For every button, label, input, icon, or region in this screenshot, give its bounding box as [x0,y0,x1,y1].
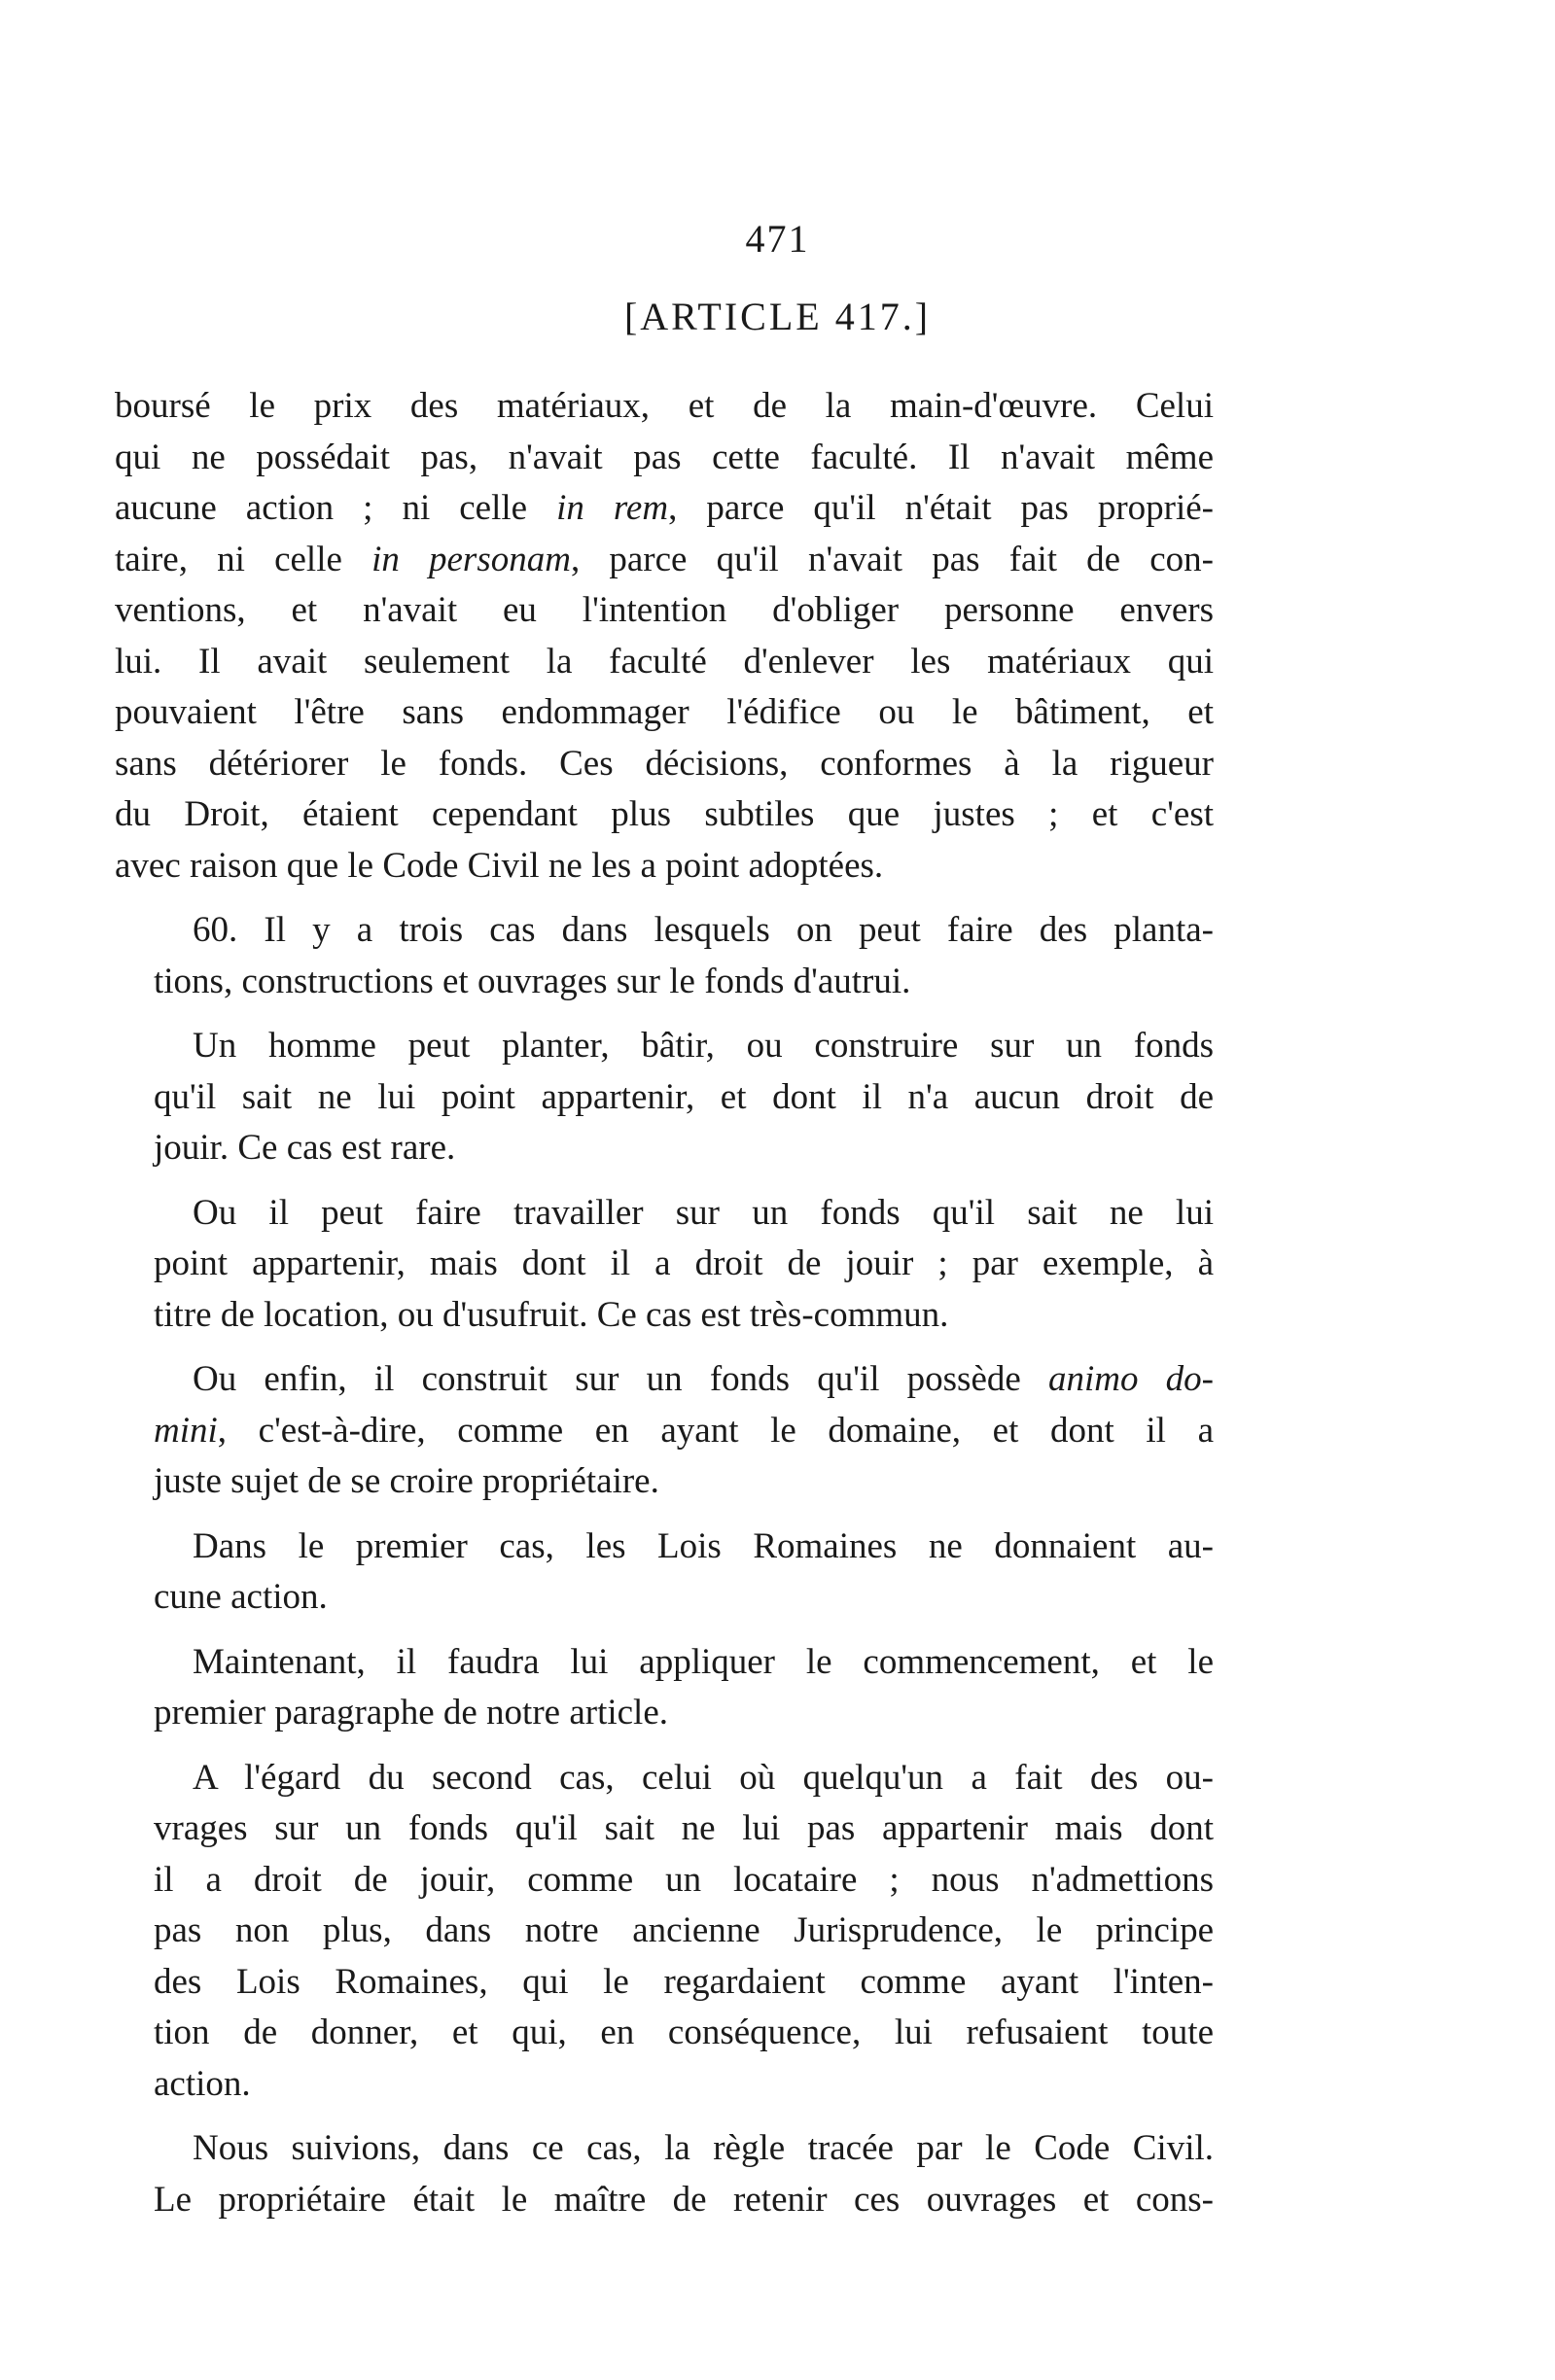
body-text [115,381,1214,2239]
text-line: du Droit, étaient cependant plus subtiles que justes ; et c'est [115,794,1214,834]
text-line: il a droit de jouir, comme un locataire ; nous n'admettions [154,1859,1214,1900]
paragraph [115,2123,1214,2225]
text-line: Nous suivions, dans ce cas, la règle tracée par le Code Civil. [193,2128,1214,2168]
paragraph [115,1354,1214,1508]
paragraph [115,1753,1214,2111]
text-line [115,1406,1214,1457]
text-line: qu'il sait ne lui point appartenir, et dont il n'a aucun droit de [154,1076,1214,1117]
page-number: 471 [745,217,810,261]
paragraph [115,1522,1214,1624]
text-line: tion de donner, et qui, en conséquence, lui refusaient toute [154,2012,1214,2052]
running-head: [ARTICLE 417.] [623,295,932,338]
text-line [115,483,1214,535]
text-segment: aucune action ; ni celle [115,488,557,528]
text-line: sans détériorer le fonds. Ces décisions, conformes à la rigueur [115,743,1214,784]
text-line: pouvaient l'être sans endommager l'édifice ou le bâtiment, et [115,692,1214,732]
italic-term: in rem [556,488,669,528]
text-line: titre de location, ou d'usufruit. Ce cas est très-commun. [154,1294,949,1335]
text-line: A l'égard du second cas, celui où quelqu'un a fait des ou- [193,1757,1214,1798]
text-line: des Lois Romaines, qui le regardaient comme ayant l'inten- [154,1961,1214,2002]
paragraph [115,1637,1214,1739]
text-line: point appartenir, mais dont il a droit de jouir ; par exemple, à [154,1243,1214,1283]
text-segment: , parce qu'il n'avait pas fait de con- [570,539,1214,579]
text-line: 60. Il y a trois cas dans lesquels on peut faire des planta- [193,910,1214,950]
text-segment: , parce qu'il n'était pas proprié- [668,488,1215,528]
text-segment: Ou enfin, il construit sur un fonds qu'il possède [193,1359,1048,1399]
paragraph [115,1021,1214,1174]
italic-term: animo do- [1047,1359,1214,1399]
text-line: tions, constructions et ouvrages sur le fonds d'autrui. [154,961,911,1001]
text-line [115,1354,1214,1406]
text-line: ventions, et n'avait eu l'intention d'obliger personne envers [115,590,1214,630]
italic-term: mini [154,1410,218,1451]
text-line: boursé le prix des matériaux, et de la main-d'œuvre. Celui [115,386,1214,426]
italic-term: in personam [371,539,571,579]
text-line: Dans le premier cas, les Lois Romaines ne donnaient au- [193,1525,1214,1566]
text-line: premier paragraphe de notre article. [154,1693,669,1732]
text-line: qui ne possédait pas, n'avait pas cette faculté. Il n'avait même [115,437,1214,477]
text-line: Le propriétaire était le maître de retenir ces ouvrages et cons- [154,2179,1214,2220]
text-line: Maintenant, il faudra lui appliquer le commencement, et le [193,1641,1214,1682]
paragraph-60 [115,905,1214,1007]
text-line: cune action. [154,1577,328,1617]
text-line: action. [154,2063,251,2104]
text-line [115,535,1214,586]
text-line: lui. Il avait seulement la faculté d'enlever les matériaux qui [115,641,1214,682]
text-line: avec raison que le Code Civil ne les a point adoptées. [115,845,884,886]
text-line: juste sujet de se croire propriétaire. [154,1461,659,1501]
text-line: jouir. Ce cas est rare. [154,1128,456,1168]
text-line: Ou il peut faire travailler sur un fonds qu'il sait ne lui [193,1192,1214,1233]
paragraph-continuation [115,381,1214,892]
text-segment: , c'est-à-dire, comme en ayant le domaine, et dont il a [217,1410,1214,1451]
text-line: pas non plus, dans notre ancienne Jurisprudence, le principe [154,1910,1214,1950]
text-line: Un homme peut planter, bâtir, ou construire sur un fonds [193,1026,1214,1066]
paragraph [115,1188,1214,1342]
text-segment: taire, ni celle [115,539,372,579]
text-line: vrages sur un fonds qu'il sait ne lui pas appartenir mais dont [154,1808,1214,1848]
